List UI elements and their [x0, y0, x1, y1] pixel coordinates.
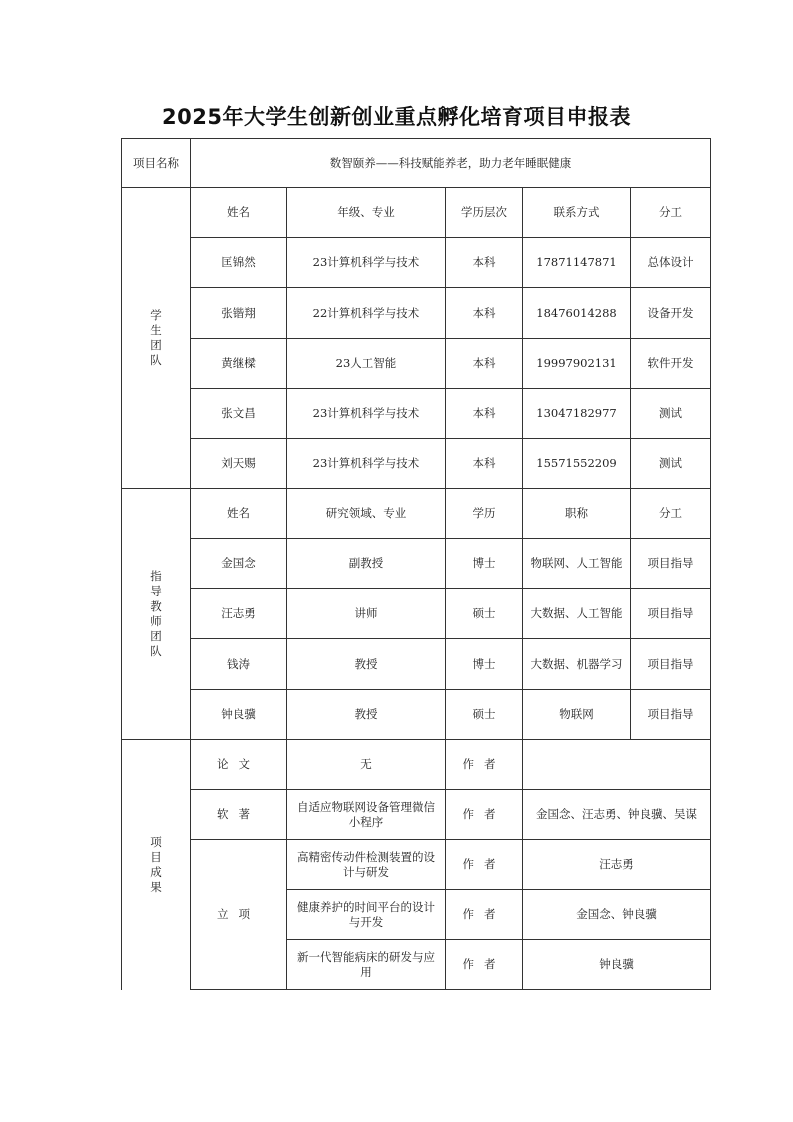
results-project-title: 新一代智能病床的研发与应用: [287, 940, 446, 990]
student-name: 匡锦然: [191, 238, 287, 288]
student-header-degree: 学历层次: [446, 188, 523, 238]
teacher-field: 讲师: [287, 589, 446, 639]
student-major: 23计算机科学与技术: [287, 439, 446, 489]
teacher-name: 汪志勇: [191, 589, 287, 639]
teacher-field: 教授: [287, 639, 446, 690]
student-name: 张锴翔: [191, 288, 287, 339]
student-role: 软件开发: [631, 339, 711, 389]
teacher-title: 大数据、机器学习: [523, 639, 631, 690]
results-project-row: [122, 840, 711, 890]
project-name-label: 项目名称: [122, 139, 191, 188]
teacher-header-name: 姓名: [191, 489, 287, 539]
student-header-major: 年级、专业: [287, 188, 446, 238]
teacher-title: 大数据、人工智能: [523, 589, 631, 639]
student-major: 23计算机科学与技术: [287, 238, 446, 288]
results-paper-author-label: 作者: [446, 740, 523, 790]
teacher-team-label: 指导教师团队: [122, 489, 191, 740]
results-project-author: 汪志勇: [523, 840, 711, 890]
student-degree: 本科: [446, 238, 523, 288]
teacher-header-row: [122, 489, 711, 539]
student-major: 22计算机科学与技术: [287, 288, 446, 339]
student-contact: 13047182977: [523, 389, 631, 439]
teacher-header-degree: 学历: [446, 489, 523, 539]
student-header-contact: 联系方式: [523, 188, 631, 238]
teacher-name: 钟良骥: [191, 690, 287, 740]
student-contact: 17871147871: [523, 238, 631, 288]
student-role: 测试: [631, 389, 711, 439]
teacher-row: [122, 639, 711, 690]
student-degree: 本科: [446, 339, 523, 389]
student-row: [122, 389, 711, 439]
results-software-author-label: 作者: [446, 790, 523, 840]
teacher-title: 物联网: [523, 690, 631, 740]
teacher-degree: 硕士: [446, 589, 523, 639]
results-project-title: 健康养护的时间平台的设计与开发: [287, 890, 446, 940]
results-project-author-label: 作者: [446, 840, 523, 890]
results-project-author: 金国念、钟良骥: [523, 890, 711, 940]
student-role: 总体设计: [631, 238, 711, 288]
teacher-name: 钱涛: [191, 639, 287, 690]
teacher-degree: 博士: [446, 639, 523, 690]
teacher-header-field: 研究领域、专业: [287, 489, 446, 539]
student-contact: 15571552209: [523, 439, 631, 489]
student-degree: 本科: [446, 288, 523, 339]
student-role: 设备开发: [631, 288, 711, 339]
results-project-title: 高精密传动件检测装置的设计与研发: [287, 840, 446, 890]
student-header-row: [122, 188, 711, 238]
student-degree: 本科: [446, 389, 523, 439]
student-row: [122, 339, 711, 389]
student-header-role: 分工: [631, 188, 711, 238]
student-degree: 本科: [446, 439, 523, 489]
teacher-role: 项目指导: [631, 690, 711, 740]
teacher-role: 项目指导: [631, 639, 711, 690]
results-paper-title: 无: [287, 740, 446, 790]
student-name: 黄继樑: [191, 339, 287, 389]
results-project-author: 钟良骥: [523, 940, 711, 990]
teacher-degree: 博士: [446, 539, 523, 589]
results-paper-type: 论文: [191, 740, 287, 790]
student-team-label: 学生团队: [122, 188, 191, 489]
results-paper-row: [122, 740, 711, 790]
teacher-field: 教授: [287, 690, 446, 740]
results-software-author: 金国念、汪志勇、钟良骥、吴谋: [523, 790, 711, 840]
results-label: 项目成果: [122, 740, 191, 990]
student-header-name: 姓名: [191, 188, 287, 238]
teacher-role: 项目指导: [631, 589, 711, 639]
results-paper-author: [523, 740, 711, 790]
results-software-type: 软著: [191, 790, 287, 840]
results-project-author-label: 作者: [446, 940, 523, 990]
project-name-row: [122, 139, 711, 188]
student-contact: 18476014288: [523, 288, 631, 339]
student-row: [122, 439, 711, 489]
results-software-title: 自适应物联网设备管理微信小程序: [287, 790, 446, 840]
student-row: [122, 238, 711, 288]
project-name-value: 数智颐养——科技赋能养老，助力老年睡眠健康: [191, 139, 711, 188]
teacher-role: 项目指导: [631, 539, 711, 589]
student-major: 23人工智能: [287, 339, 446, 389]
student-name: 刘天赐: [191, 439, 287, 489]
student-role: 测试: [631, 439, 711, 489]
results-project-author-label: 作者: [446, 890, 523, 940]
form-title: 2025年大学生创新创业重点孵化培育项目申报表: [162, 105, 631, 129]
student-major: 23计算机科学与技术: [287, 389, 446, 439]
teacher-header-title: 职称: [523, 489, 631, 539]
teacher-name: 金国念: [191, 539, 287, 589]
student-row: [122, 288, 711, 339]
results-software-row: [122, 790, 711, 840]
teacher-degree: 硕士: [446, 690, 523, 740]
student-name: 张文昌: [191, 389, 287, 439]
teacher-title: 物联网、人工智能: [523, 539, 631, 589]
teacher-row: [122, 589, 711, 639]
teacher-field: 副教授: [287, 539, 446, 589]
teacher-header-role: 分工: [631, 489, 711, 539]
application-form-table: [121, 138, 711, 990]
teacher-row: [122, 690, 711, 740]
teacher-row: [122, 539, 711, 589]
student-contact: 19997902131: [523, 339, 631, 389]
results-projects-label: 立项: [191, 840, 287, 990]
